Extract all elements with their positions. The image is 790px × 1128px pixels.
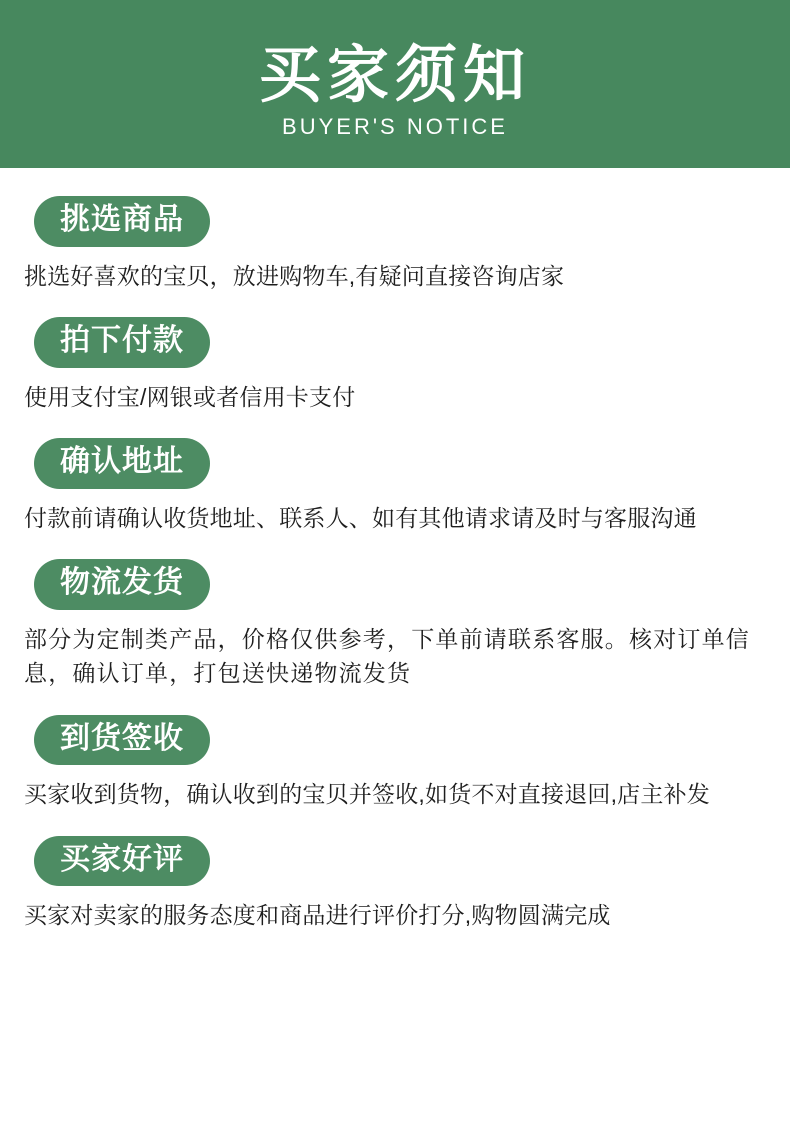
section-text-receipt: 买家收到货物，确认收到的宝贝并签收,如货不对直接退回,店主补发	[24, 781, 710, 807]
section-text-review: 买家对卖家的服务态度和商品进行评价打分,购物圆满完成	[24, 902, 611, 928]
section-text-payment: 使用支付宝/网银或者信用卡支付	[24, 383, 356, 410]
notice-section-select-goods	[22, 186, 768, 293]
page-title: 买家须知	[258, 40, 531, 110]
section-label-review: 买家好评	[34, 836, 210, 887]
section-text-shipping: 部分为定制类产品，价格仅供参考，下单前请联系客服。核对订单信息，确认订单，打包送快递物流发货	[24, 625, 750, 686]
section-text-select-goods: 挑选好喜欢的宝贝，放进购物车,有疑问直接咨询店家	[24, 262, 565, 289]
section-label-payment: 拍下付款	[34, 317, 210, 368]
notice-section-address	[22, 428, 768, 535]
section-label-shipping: 物流发货	[34, 559, 210, 610]
page-header	[0, 0, 790, 168]
section-label-select-goods: 挑选商品	[34, 196, 210, 247]
section-label-address: 确认地址	[34, 438, 210, 489]
section-label-receipt: 到货签收	[34, 715, 210, 766]
notice-section-receipt	[22, 705, 768, 812]
page-subtitle: BUYER'S NOTICE	[282, 114, 508, 140]
notice-section-payment	[22, 307, 768, 414]
notice-content	[0, 168, 790, 933]
notice-section-review	[22, 826, 768, 933]
notice-section-shipping	[22, 549, 768, 691]
section-text-address: 付款前请确认收货地址、联系人、如有其他请求请及时与客服沟通	[24, 504, 697, 531]
